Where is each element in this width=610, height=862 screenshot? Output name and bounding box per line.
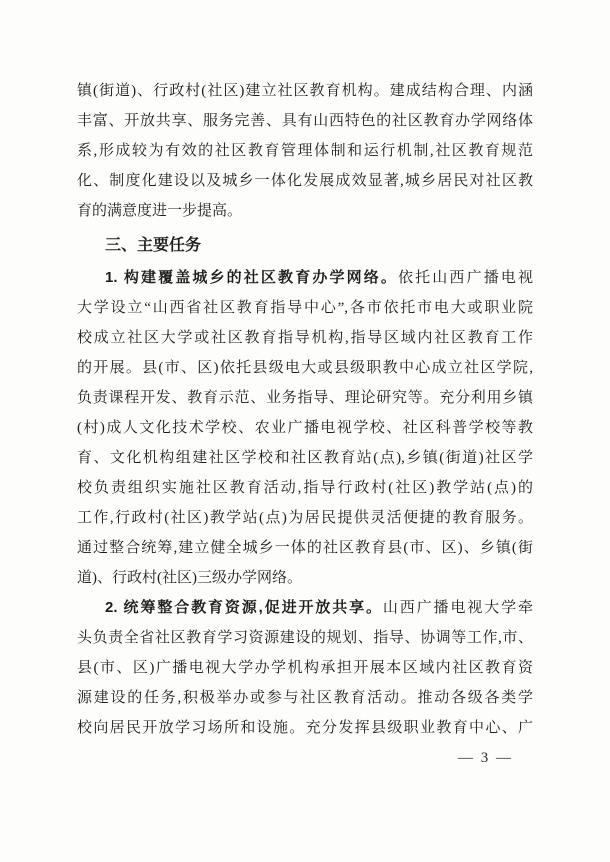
text-line: 丰富、开放共享、服务完善、具有山西特色的社区教育办学网络体 [77,113,533,129]
text-line: 的开展。县(市、区)依托县级电大或县级职教中心成立社区学院, [77,360,533,376]
text-line: 校成立社区大学或社区教育指导机构,指导区域内社区教育工作 [77,330,533,346]
text-line: 负责课程开发、教育示范、业务指导、理论研究等。充分利用乡镇 [77,390,533,406]
text-line: 工作,行政村(社区)教学站(点)为居民提供灵活便捷的教育服务。 [77,510,533,526]
text-line: 育的满意度进一步提高。 [77,203,243,219]
paragraph-task-1 [77,263,533,593]
item-lead-bold: 1. 构建覆盖城乡的社区教育办学网络。 [105,269,399,286]
page-number: — 3 — [458,750,513,766]
text-line: 头负责全省社区教育学习资源建设的规划、指导、协调等工作,市、 [77,630,533,646]
text-line: 源建设的任务,积极举办或参与社区教育活动。推动各级各类学 [77,690,533,706]
text-line: 育、文化机构组建社区学校和社区教育站(点),乡镇(街道)社区学 [77,450,533,466]
text-line: 化、制度化建设以及城乡一体化发展成效显著,城乡居民对社区教 [77,173,533,189]
text-line: 校向居民开放学习场所和设施。充分发挥县级职业教育中心、广 [77,720,533,736]
text-line: 道)、行政村(社区)三级办学网络。 [77,570,302,586]
text-line: 2. 统筹整合教育资源,促进开放共享。山西广播电视大学牵 [105,599,533,616]
paragraph-intro-continuation [77,76,533,226]
text-line: 1. 构建覆盖城乡的社区教育办学网络。依托山西广播电视 [105,269,533,286]
text-line: 三、主要任务 [105,237,202,254]
text-line: 大学设立“山西省社区教育指导中心”,各市依托市电大或职业院 [77,300,533,316]
text-line: 校负责组织实施社区教育活动,指导行政村(社区)教学站(点)的 [77,480,533,496]
item-lead-bold: 2. 统筹整合教育资源,促进开放共享。 [105,599,383,616]
text-line: 镇(街道)、行政村(社区)建立社区教育机构。建成结构合理、内涵 [77,83,533,99]
text-line: 县(市、区)广播电视大学办学机构承担开展本区域内社区教育资 [77,660,533,676]
text-block [77,76,533,743]
text-line: 通过整合统筹,建立健全城乡一体的社区教育县(市、区)、乡镇(街 [77,540,533,556]
paragraph-task-2 [77,593,533,743]
text-line: 系,形成较为有效的社区教育管理体制和运行机制,社区教育规范 [77,143,533,159]
text-line: (村)成人文化技术学校、农业广播电视学校、社区科普学校等教 [77,420,533,436]
paragraph-section-heading [77,231,533,261]
